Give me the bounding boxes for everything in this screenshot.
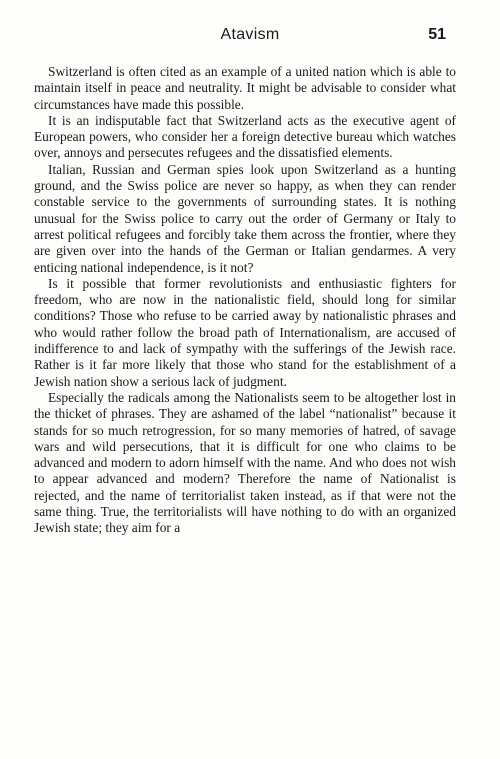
running-title: Atavism [220,26,280,43]
running-head [40,26,460,50]
body-text [34,64,456,537]
paragraph-former-revolutionists: Is it possible that former revolutionists and enthusiastic fighters for freedom, who are now in the nationalistic field, should long for similar conditions? Those who refuse to be carried away by nationalistic phrases and who would rather follow the broad path of Internationalism, are accused of indifference to and lack of sympathy with the sufferings of the Jewish race. Rather is it far more likely that those who stand for the establishment of a Jewish nation show a serious lack of judgment. [34,275,456,389]
page-number: 51 [428,26,446,43]
paragraph-radicals-nationalists: Especially the radicals among the Nationalists seem to be altogether lost in the thicket of phrases. They are ashamed of the label “nationalist” because it stands for so much retrogression, for so many memories of hatred, of savage wars and wild persecutions, that it is difficult for one who claims to be advanced and modern to adorn himself with the name. And who does not wish to appear advanced and modern? Therefore the name of Nationalist is rejected, and the name of territorialist taken instead, as if that were not the same thing. True, the territorialists will have nothing to do with an organized Jewish state; they aim for a [34,389,456,536]
paragraph-executive-agent: It is an indisputable fact that Switzerland acts as the executive agent of European powers, who consider her a foreign detective bureau which watches over, annoys and persecutes refugees and the dissatisfied elements. [34,112,456,161]
paragraph-spies-hunting-ground: Italian, Russian and German spies look upon Switzerland as a hunting ground, and the Swiss police are never so happy, as when they can render constable service to the governments of surrounding states. It is nothing unusual for the Swiss police to carry out the order of Germany or Italy to arrest political refugees and forcibly take them across the frontier, where they are given over into the hands of the German or Italian gendarmes. A very enticing national independence, is it not? [34,161,456,275]
paragraph-switzerland-example: Switzerland is often cited as an example of a united nation which is able to maintain itself in peace and neutrality. It might be advisable to consider what circumstances have made this possible. [34,64,456,112]
